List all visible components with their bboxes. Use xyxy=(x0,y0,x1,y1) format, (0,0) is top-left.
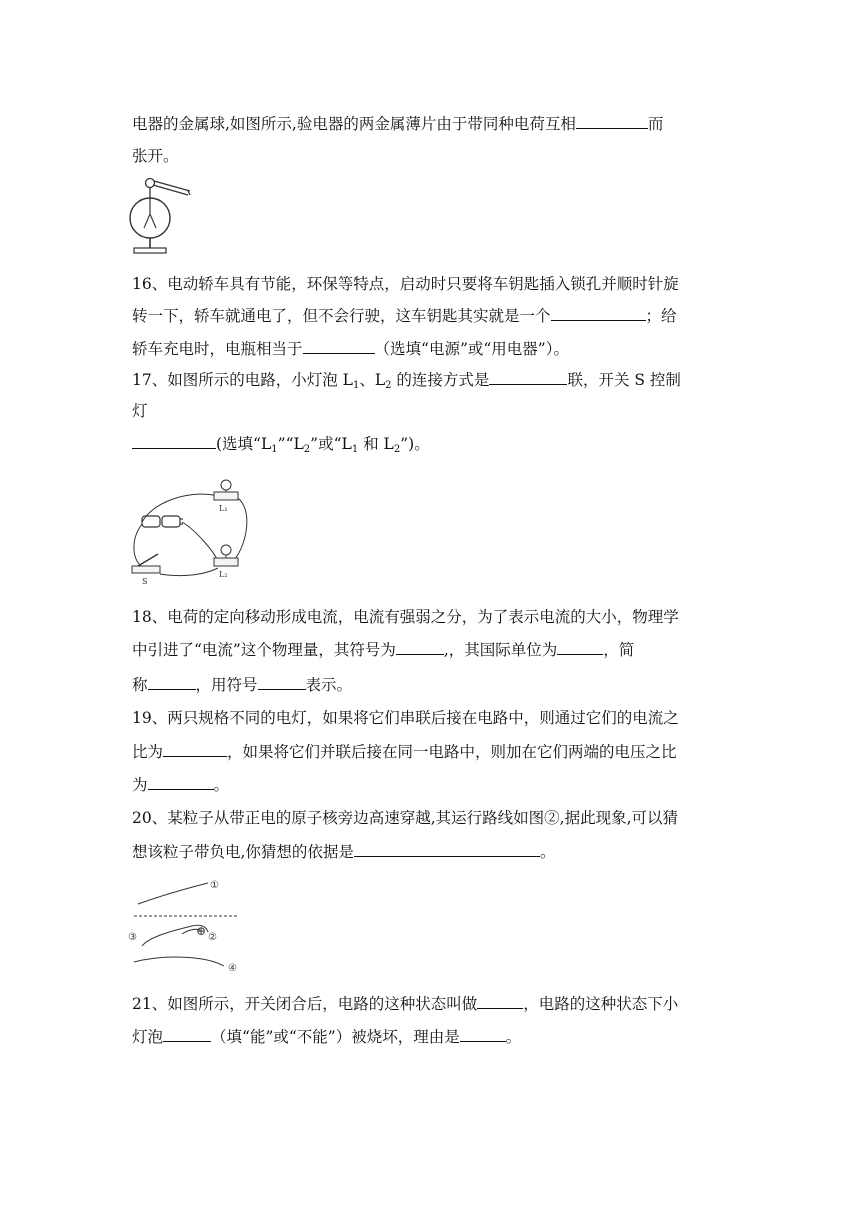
q18-text-2a: 中引进了“电流”这个物理量，其符号为 xyxy=(132,641,396,659)
electroscope-figure xyxy=(126,174,196,258)
q17-text-2: 灯 xyxy=(132,402,148,420)
q17-answer-blank-1[interactable] xyxy=(489,369,567,385)
q17-text-3c: ”或“L xyxy=(310,435,352,453)
q15-line-2 xyxy=(132,146,179,166)
q18-line-2 xyxy=(132,639,634,660)
q17-text-1a: 17、如图所示的电路，小灯泡 L xyxy=(132,371,353,389)
q18-text-3a: 称 xyxy=(132,676,148,694)
q19-text-2a: 比为 xyxy=(132,743,164,761)
q15-text-end: 而 xyxy=(647,115,664,133)
q17-answer-blank-2[interactable] xyxy=(132,433,216,449)
q17-sub-4: 2 xyxy=(303,444,311,455)
q18-line-1 xyxy=(132,607,679,627)
q15-line-1 xyxy=(132,113,663,134)
q16-line-3 xyxy=(132,338,569,359)
q17-text-3b: ”“L xyxy=(277,435,304,453)
q19-text-1: 19、两只规格不同的电灯，如果将它们串联后接在电路中，则通过它们的电流之 xyxy=(132,709,679,727)
q18-answer-blank-1[interactable] xyxy=(396,639,444,655)
q18-answer-blank-2[interactable] xyxy=(557,639,603,655)
q21-text-2c: 。 xyxy=(505,1028,522,1046)
q18-text-1: 18、电荷的定向移动形成电流，电流有强弱之分，为了表示电流的大小，物理学 xyxy=(132,608,679,626)
q16-answer-blank-2[interactable] xyxy=(303,338,375,354)
label-s: S xyxy=(142,577,148,586)
q15-text: 电器的金属球,如图所示,验电器的两金属薄片由于带同种电荷互相 xyxy=(132,115,576,133)
q19-line-1 xyxy=(132,708,679,728)
q18-text-2b: ,，其国际单位为 xyxy=(443,641,558,659)
q16-text-2: 转一下，轿车就通电了，但不会行驶，这车钥匙其实就是一个 xyxy=(132,307,551,325)
q21-answer-blank-1[interactable] xyxy=(477,993,523,1009)
q18-line-3 xyxy=(132,674,352,695)
q21-line-1 xyxy=(132,993,678,1014)
q21-answer-blank-2[interactable] xyxy=(163,1026,211,1042)
q21-text-1a: 21、如图所示，开关闭合后，电路的这种状态叫做 xyxy=(132,995,478,1013)
path-label-3: ③ xyxy=(128,932,137,943)
q15-text-2: 张开。 xyxy=(132,147,179,165)
q17-sub-3: 1 xyxy=(271,444,278,455)
q19-line-3 xyxy=(132,774,229,795)
q17-text-1d: 联，开关 S 控制 xyxy=(567,371,681,389)
q16-text-3: 轿车充电时，电瓶相当于 xyxy=(132,340,303,358)
q17-text-1b: 、L xyxy=(359,371,386,389)
q17-line-2 xyxy=(132,401,148,421)
q19-line-2 xyxy=(132,741,677,762)
path-label-1: ① xyxy=(210,880,219,891)
q17-text-1c: 的连接方式是 xyxy=(391,371,490,389)
q16-text-1: 16、电动轿车具有节能，环保等特点，启动时只要将车钥匙插入锁孔并顺时针旋 xyxy=(132,275,679,293)
q20-text-1: 20、某粒子从带正电的原子核旁边高速穿越,其运行路线如图②,据此现象,可以猜 xyxy=(132,809,679,827)
q21-text-1b: ，电路的这种状态下小 xyxy=(523,995,679,1013)
q20-text-2a: 想该粒子带负电,你猜想的依据是 xyxy=(132,843,354,861)
q18-answer-blank-4[interactable] xyxy=(258,674,306,690)
path-label-2: ② xyxy=(208,932,217,943)
q21-text-2a: 灯泡 xyxy=(132,1028,164,1046)
q17-sub-5: 1 xyxy=(351,444,359,455)
q16-line-1 xyxy=(132,274,679,294)
q19-answer-blank-2[interactable] xyxy=(148,774,214,790)
q19-text-3a: 为 xyxy=(132,776,148,794)
q18-text-2c: ，简 xyxy=(603,641,635,659)
q17-text-3e: ”)。 xyxy=(400,435,430,453)
q20-answer-blank[interactable] xyxy=(354,841,540,857)
q21-text-2b: （填“能”或“不能”）被烧坏，理由是 xyxy=(211,1028,460,1046)
q21-answer-blank-3[interactable] xyxy=(460,1026,506,1042)
q19-text-3b: 。 xyxy=(213,776,230,794)
particle-path-figure xyxy=(126,874,248,974)
nucleus-icon: ⊕ xyxy=(196,924,207,938)
q19-text-2b: ，如果将它们并联后接在同一电路中，则加在它们两端的电压之比 xyxy=(227,743,677,761)
q19-answer-blank-1[interactable] xyxy=(163,741,227,757)
q17-sub-1: 1 xyxy=(352,380,360,391)
q17-sub-6: 2 xyxy=(393,444,401,455)
q16-text-3b: （选填“电源”或“用电器”）。 xyxy=(374,340,569,358)
q18-text-3b: ，用符号 xyxy=(195,676,258,694)
q16-answer-blank-1[interactable] xyxy=(551,305,646,321)
q17-sub-2: 2 xyxy=(385,380,392,391)
q18-text-3c: 表示。 xyxy=(305,676,353,694)
q17-line-3 xyxy=(132,433,430,460)
path-label-4: ④ xyxy=(228,963,237,974)
q17-text-3d: 和 L xyxy=(358,435,394,453)
q18-answer-blank-3[interactable] xyxy=(148,674,196,690)
q21-line-2 xyxy=(132,1026,521,1047)
q16-line-2 xyxy=(132,305,677,326)
circuit-figure xyxy=(126,470,254,588)
q16-text-2b: ；给 xyxy=(645,307,677,325)
q20-text-2b: 。 xyxy=(539,843,556,861)
q15-answer-blank[interactable] xyxy=(576,113,648,129)
q17-text-3a: (选填“L xyxy=(216,435,272,453)
q20-line-2 xyxy=(132,841,555,862)
label-l2: L₂ xyxy=(219,570,228,579)
q20-line-1 xyxy=(132,808,678,828)
label-l1: L₁ xyxy=(219,504,228,513)
q17-line-1 xyxy=(132,369,681,396)
